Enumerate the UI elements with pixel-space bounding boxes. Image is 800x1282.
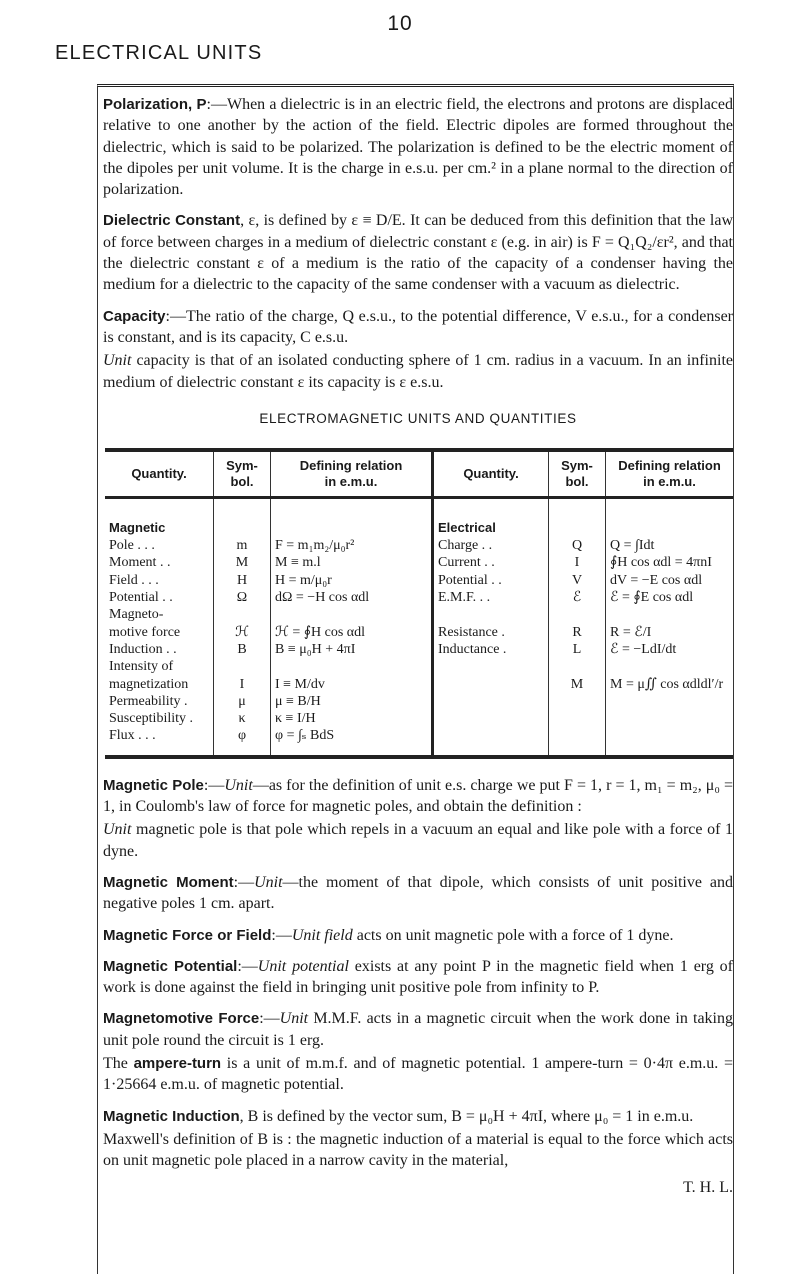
quantity-cell: Moment . . — [109, 555, 171, 571]
symbol-cell: V — [549, 572, 606, 589]
definition-cell: μ ≡ B/H — [271, 693, 433, 710]
magnetic-pole-paragraph — [103, 775, 733, 818]
magnetic-induction-text: , B is defined by the vector sum, B = μ₀H + 4πI, where μ₀ = 1 in e.m.u. — [239, 1107, 694, 1125]
magnetic-moment-term: Magnetic Moment — [103, 873, 234, 891]
quantity-cell: Inductance . — [433, 641, 549, 658]
definition-cell — [606, 606, 734, 623]
symbol-cell: ℋ — [214, 624, 271, 641]
running-title: ELECTRICAL UNITS — [55, 42, 263, 64]
capacity-paragraph — [103, 306, 733, 349]
table-title: ELECTROMAGNETIC UNITS AND QUANTITIES — [259, 410, 577, 426]
magnetic-potential-paragraph — [103, 956, 733, 999]
symbol-cell: φ — [214, 727, 271, 756]
maxwell-definition-paragraph — [103, 1129, 733, 1172]
quantity-cell: magnetization — [109, 676, 189, 692]
magnetomotive-paragraph — [103, 1008, 733, 1051]
definition-cell: R = ℰ/I — [606, 624, 734, 641]
definition-cell: ℋ = ∮H cos αdl — [271, 624, 433, 641]
table-row — [105, 727, 733, 756]
maxwell-definition-text: Maxwell's definition of B is : the magnetic induction of a material is equal to the force which acts on unit magnetic pole placed in a narrow cavity in the material, — [103, 1130, 733, 1170]
quantity-cell: Flux . . . — [109, 728, 156, 744]
table-row — [105, 589, 733, 606]
table-row — [105, 537, 733, 554]
magnetic-pole-term: Magnetic Pole — [103, 776, 204, 794]
table-row — [105, 658, 733, 675]
colon: :— — [259, 1010, 280, 1028]
quantity-cell: Resistance . — [433, 624, 549, 641]
units-table — [105, 448, 733, 759]
col-header-definition-right: Defining relation in e.m.u. — [606, 450, 734, 498]
table-header-row — [105, 450, 733, 498]
quantity-cell: Current . . — [433, 554, 549, 571]
definition-cell: κ ≡ I/H — [271, 710, 433, 727]
symbol-cell — [549, 658, 606, 675]
quantity-cell: Potential . . — [433, 572, 549, 589]
table-row — [105, 676, 733, 693]
quantity-cell — [433, 710, 549, 727]
unit-word: Unit — [254, 873, 283, 891]
symbol-cell: Q — [549, 537, 606, 554]
col-header-symbol-left: Sym- bol. — [214, 450, 271, 498]
symbol-cell: M — [214, 554, 271, 571]
definition-cell: ℰ = ∮E cos αdl — [606, 589, 734, 606]
magnetic-moment-paragraph — [103, 872, 733, 915]
polarization-paragraph — [103, 94, 733, 200]
unit-word: Unit — [279, 1010, 309, 1028]
colon: :— — [237, 957, 258, 975]
definition-cell: B ≡ μ₀H + 4πI — [271, 641, 433, 658]
symbol-cell — [214, 606, 271, 623]
quantity-cell: Potential . . — [109, 590, 173, 606]
quantity-cell: Permeability . — [109, 693, 188, 709]
unit-pole-paragraph — [103, 819, 733, 862]
table-row — [105, 693, 733, 710]
symbol-cell: m — [214, 537, 271, 554]
magnetic-pole-text: —as for the definition of unit e.s. charge we put F = 1, r = 1, m₁ = m₂, μ₀ = 1, in Coulomb's law of force for magnetic poles, and obtain the definition : — [103, 776, 733, 816]
dielectric-constant-text: , ε, is defined by ε ≡ D/E. It can be deduced from this definition that the law of force between charges in a medium of dielectric constant ε (e.g. in air) is F = Q₁Q₂/εr², and that the dielectric constant ε of a medium is the ratio of the capacity of a condenser having the medium for a dielectric to the capacity of the same condenser with a vacuum as dielectric. — [103, 212, 734, 294]
electrical-heading — [433, 497, 549, 537]
unit-word: Unit potential — [257, 957, 349, 975]
unit-pole-text: magnetic pole is that pole which repels in a vacuum an equal and like pole with a force of 1 dyne. — [103, 821, 733, 860]
quantity-cell: E.M.F. . . — [433, 589, 549, 606]
symbol-cell: M — [549, 676, 606, 693]
unit-word: Unit — [103, 821, 132, 839]
magnetic-force-term: Magnetic Force or Field — [103, 926, 272, 944]
symbol-cell: H — [214, 572, 271, 589]
unit-capacity-paragraph — [103, 350, 733, 393]
definition-cell — [606, 710, 734, 727]
symbol-cell: L — [549, 641, 606, 658]
symbol-cell: ℰ — [549, 589, 606, 606]
quantity-cell: Charge . . — [433, 537, 549, 554]
quantity-cell — [433, 606, 549, 623]
symbol-cell — [549, 710, 606, 727]
colon: :— — [233, 873, 255, 891]
symbol-cell — [549, 606, 606, 623]
unit-capacity-text: capacity is that of an isolated conducting sphere of 1 cm. radius in a vacuum. In an infinite medium of dielectric constant ε its capacity is ε e.s.u. — [103, 352, 733, 391]
polarization-text: :—When a dielectric is in an electric field, the electrons and protons are displaced relative to one another by the action of the field. Electric dipoles are formed throughout the dielectric, which is said to be polarized. The polarization is defined to be the electric moment of the dipoles per unit volume. It is the charge in e.s.u. per cm.² in a plane normal to the direction of polarization. — [103, 96, 733, 199]
definition-cell: F = m₁m₂/μ₀r² — [271, 537, 433, 554]
quantity-cell: Magneto- — [109, 607, 164, 623]
table-row — [105, 710, 733, 727]
definition-cell: dV = −E cos αdl — [606, 572, 734, 589]
magnetic-induction-term: Magnetic Induction — [103, 1107, 240, 1125]
quantity-cell — [433, 693, 549, 710]
colon: :— — [271, 926, 292, 944]
table-body — [105, 497, 733, 756]
definition-cell — [271, 658, 433, 675]
header-text: Quantity. — [131, 465, 187, 481]
page-number: 10 — [387, 12, 413, 35]
capacity-text: :—The ratio of the charge, Q e.s.u., to the potential difference, V e.s.u., for a condenser is constant, and is its capacity, C e.s.u. — [103, 307, 733, 346]
table-row — [105, 554, 733, 571]
magnetomotive-term: Magnetomotive Force — [103, 1010, 260, 1028]
magnetic-heading — [105, 497, 214, 537]
capacity-term: Capacity — [103, 307, 166, 325]
unit-word: Unit field — [291, 926, 353, 944]
symbol-cell: Ω — [214, 589, 271, 606]
symbol-cell — [549, 693, 606, 710]
magnetic-heading-text: Magnetic — [109, 519, 166, 535]
page-content — [103, 94, 733, 1209]
colon: :— — [203, 776, 225, 794]
symbol-cell: κ — [214, 710, 271, 727]
unit-capacity-word: Unit — [103, 352, 132, 370]
definition-cell: H = m/μ₀r — [271, 572, 433, 589]
magnetic-potential-text: exists at any point P in the magnetic field when 1 erg of work is done against the field in bringing unit positive pole from infinity to P. — [103, 957, 733, 997]
dielectric-constant-term: Dielectric Constant — [103, 212, 241, 230]
symbol-cell — [214, 658, 271, 675]
quantity-cell: Susceptibility . — [109, 711, 193, 727]
symbol-cell: I — [214, 676, 271, 693]
magnetic-potential-term: Magnetic Potential — [103, 957, 238, 975]
magnetic-moment-text: —the moment of that dipole, which consists of unit positive and negative poles 1 cm. apart. — [103, 873, 733, 913]
electrical-heading-text: Electrical — [438, 519, 496, 535]
quantity-cell: Pole . . . — [109, 538, 155, 554]
definition-cell: M ≡ m.l — [271, 554, 433, 571]
definition-cell — [606, 693, 734, 710]
dielectric-constant-paragraph — [103, 210, 733, 295]
ampere-turn-paragraph — [103, 1053, 733, 1096]
table-row — [105, 641, 733, 658]
table-row — [105, 572, 733, 589]
quantity-cell — [433, 658, 549, 675]
col-header-quantity-left — [105, 450, 214, 498]
symbol-cell — [549, 727, 606, 756]
table-row — [105, 624, 733, 641]
quantity-cell: Induction . . — [109, 641, 177, 657]
definition-cell: φ = ∫ₛ BdS — [271, 727, 433, 756]
definition-cell: Q = ∫Idt — [606, 537, 734, 554]
definition-cell: I ≡ M/dv — [271, 676, 433, 693]
symbol-cell: I — [549, 554, 606, 571]
definition-cell — [606, 727, 734, 756]
unit-word: Unit — [224, 776, 253, 794]
definition-cell — [271, 606, 433, 623]
ampere-turn-lead: The — [103, 1054, 134, 1072]
col-header-quantity-right — [433, 450, 549, 498]
author-initials: T. H. L. — [683, 1179, 733, 1197]
col-header-symbol-right: Sym- bol. — [549, 450, 606, 498]
ampere-turn-text: is a unit of m.m.f. and of magnetic potential. 1 ampere-turn = 0·4π e.m.u. = 1·25664 e.m.u. of magnetic potential. — [103, 1054, 733, 1094]
symbol-cell: R — [549, 624, 606, 641]
quantity-cell: Field . . . — [109, 572, 159, 588]
col-header-definition-left: Defining relation in e.m.u. — [271, 450, 433, 498]
quantity-cell: Intensity of — [109, 659, 174, 675]
table-row — [105, 606, 733, 623]
definition-cell: ∮H cos αdl = 4πnI — [606, 554, 734, 571]
magnetic-induction-paragraph — [103, 1106, 733, 1127]
definition-cell — [606, 658, 734, 675]
magnetic-force-paragraph — [103, 925, 733, 946]
definition-cell: dΩ = −H cos αdl — [271, 589, 433, 606]
symbol-cell: μ — [214, 693, 271, 710]
definition-cell: ℰ = −LdI/dt — [606, 641, 734, 658]
magnetomotive-text: M.M.F. acts in a magnetic circuit when the work done in taking unit pole round the circuit is 1 erg. — [103, 1010, 733, 1049]
quantity-cell — [433, 727, 549, 756]
quantity-cell — [433, 676, 549, 693]
definition-cell: M = μ∬ cos αdldl′/r — [606, 676, 734, 693]
header-text: Quantity. — [463, 465, 519, 481]
magnetic-force-text: acts on unit magnetic pole with a force of 1 dyne. — [352, 926, 674, 944]
symbol-cell: B — [214, 641, 271, 658]
quantity-cell: motive force — [109, 624, 181, 640]
polarization-term: Polarization, P — [103, 96, 207, 113]
ampere-turn-term: ampere-turn — [133, 1054, 222, 1072]
